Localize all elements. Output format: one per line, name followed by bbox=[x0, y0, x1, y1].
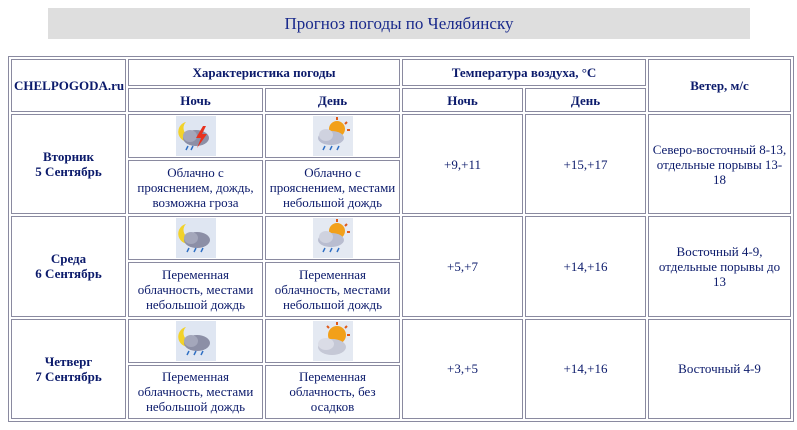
weather-night-header: Ночь bbox=[128, 88, 263, 112]
weekday: Четверг bbox=[44, 353, 93, 369]
wind: Восточный 4-9 bbox=[648, 319, 791, 419]
night-description: Переменная облачность, местами небольшой дождь bbox=[128, 365, 263, 419]
day-icon-cell bbox=[265, 216, 400, 260]
date: 7 Сентябрь bbox=[35, 368, 102, 384]
night-icon-cell bbox=[128, 319, 263, 363]
forecast-table bbox=[8, 56, 794, 422]
night-icon-cell bbox=[128, 114, 263, 158]
sun-cloud-rain-icon bbox=[313, 116, 353, 156]
page-title: Прогноз погоды по Челябинску bbox=[48, 8, 750, 39]
night-description: Переменная облачность, местами небольшой дождь bbox=[128, 262, 263, 316]
temperature-column-header: Температура воздуха, °C bbox=[402, 59, 646, 86]
day-label bbox=[11, 319, 126, 419]
day-temperature: +14,+16 bbox=[525, 216, 646, 316]
temp-day-header: День bbox=[525, 88, 646, 112]
weather-day-header: День bbox=[265, 88, 400, 112]
day-icon-cell bbox=[265, 319, 400, 363]
night-temperature: +5,+7 bbox=[402, 216, 523, 316]
weekday: Среда bbox=[50, 251, 87, 267]
night-icon-cell bbox=[128, 216, 263, 260]
weekday: Вторник bbox=[42, 149, 95, 165]
weather-column-header: Характеристика погоды bbox=[128, 59, 400, 86]
wind: Северо-восточный 8-13, отдельные порывы 13-18 bbox=[648, 114, 791, 214]
night-temperature: +9,+11 bbox=[402, 114, 523, 214]
moon-cloud-lightning-icon bbox=[176, 116, 216, 156]
wind: Восточный 4-9, отдельные порывы до 13 bbox=[648, 216, 791, 316]
sun-cloud-rain-icon bbox=[313, 218, 353, 258]
day-description: Переменная облачность, местами небольшой дождь bbox=[265, 262, 400, 316]
sun-cloud-icon bbox=[313, 321, 353, 361]
day-description: Облачно с прояснением, местами небольшой дождь bbox=[265, 160, 400, 214]
date: 5 Сентябрь bbox=[35, 164, 102, 180]
temp-night-header: Ночь bbox=[402, 88, 523, 112]
date: 6 Сентябрь bbox=[35, 266, 102, 282]
wind-column-header: Ветер, м/с bbox=[648, 59, 791, 112]
day-temperature: +14,+16 bbox=[525, 319, 646, 419]
day-icon-cell bbox=[265, 114, 400, 158]
night-temperature: +3,+5 bbox=[402, 319, 523, 419]
day-temperature: +15,+17 bbox=[525, 114, 646, 214]
moon-cloud-rain-icon bbox=[176, 321, 216, 361]
day-description: Переменная облачность, без осадков bbox=[265, 365, 400, 419]
day-label bbox=[11, 114, 126, 214]
moon-cloud-rain-icon bbox=[176, 218, 216, 258]
day-label bbox=[11, 216, 126, 316]
night-description: Облачно с прояснением, дождь, возможна гроза bbox=[128, 160, 263, 214]
site-name: CHELPOGODA.ru bbox=[11, 59, 126, 112]
